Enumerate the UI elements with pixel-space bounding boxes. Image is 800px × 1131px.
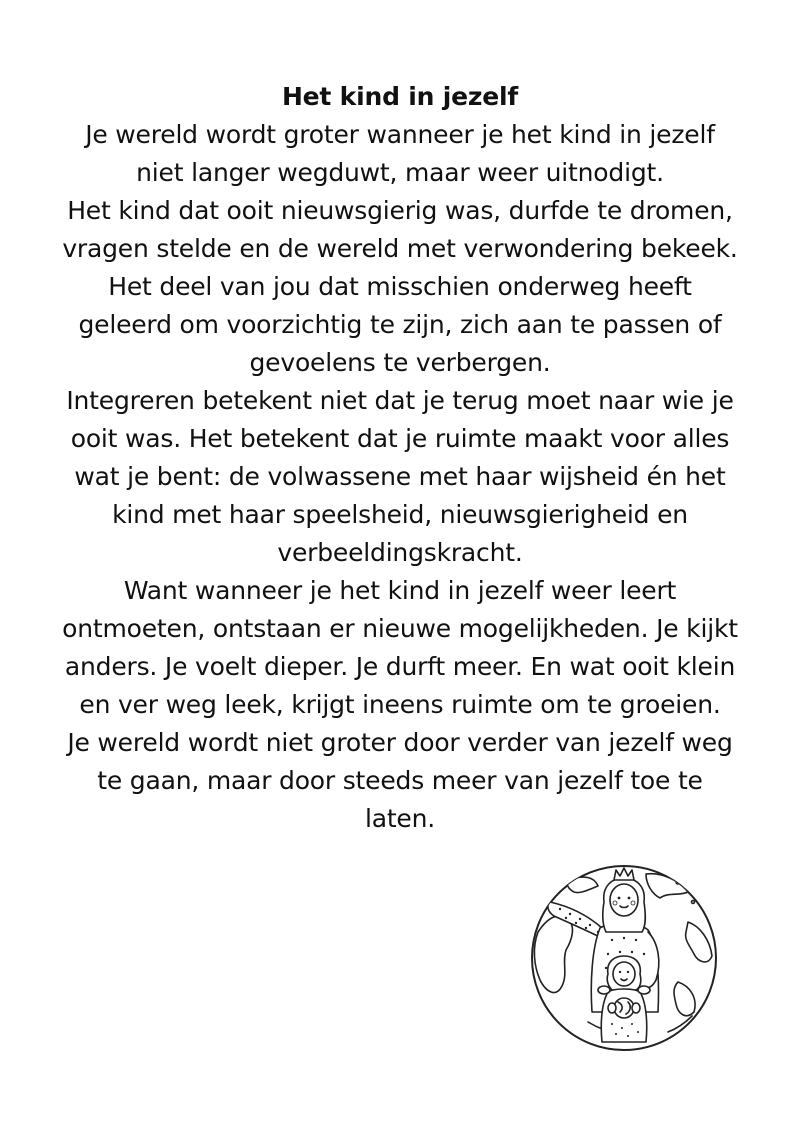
child-face xyxy=(613,962,635,986)
continent-bottom-right xyxy=(674,982,695,1016)
continent-left xyxy=(534,916,572,992)
globe-woman-child-illustration xyxy=(528,862,720,1054)
paragraph-5: Je wereld wordt niet groter door verder van jezelf weg te gaan, maar door steeds meer van jezelf toe te laten. xyxy=(67,728,733,833)
continent-top-left xyxy=(567,877,598,892)
paragraph-3: Integreren betekent niet dat je terug moet naar wie je ooit was. Het betekent dat je ruimte maakt voor alles wat je bent: de volwassene met haar wijsheid én het kind met haar speelsheid, nieuwsgierigheid en verbeeldingskracht. xyxy=(66,386,734,567)
paragraph-2: Het kind dat ooit nieuwsgierig was, durfde te dromen, vragen stelde en de wereld met verwondering bekeek. Het deel van jou dat misschien onderweg heeft geleerd om voorzichtig te zijn, zich aan te passen of gevoelens te verbergen. xyxy=(62,196,738,377)
crown-icon xyxy=(614,868,634,880)
small-globe-icon xyxy=(614,998,634,1018)
continent-right xyxy=(686,922,712,962)
text-block xyxy=(60,78,740,838)
woman-face xyxy=(610,884,638,916)
paragraph-1: Je wereld wordt groter wanneer je het kind in jezelf niet langer wegduwt, maar weer uitnodigt. xyxy=(85,120,715,187)
document-title: Het kind in jezelf xyxy=(281,82,519,111)
paragraph-4: Want wanneer je het kind in jezelf weer leert ontmoeten, ontstaan er nieuwe mogelijkheden. Je kijkt anders. Je voelt dieper. Je durft meer. En wat ooit klein en ver weg leek, krijgt ineens ruimte om te groeien. xyxy=(62,576,738,719)
